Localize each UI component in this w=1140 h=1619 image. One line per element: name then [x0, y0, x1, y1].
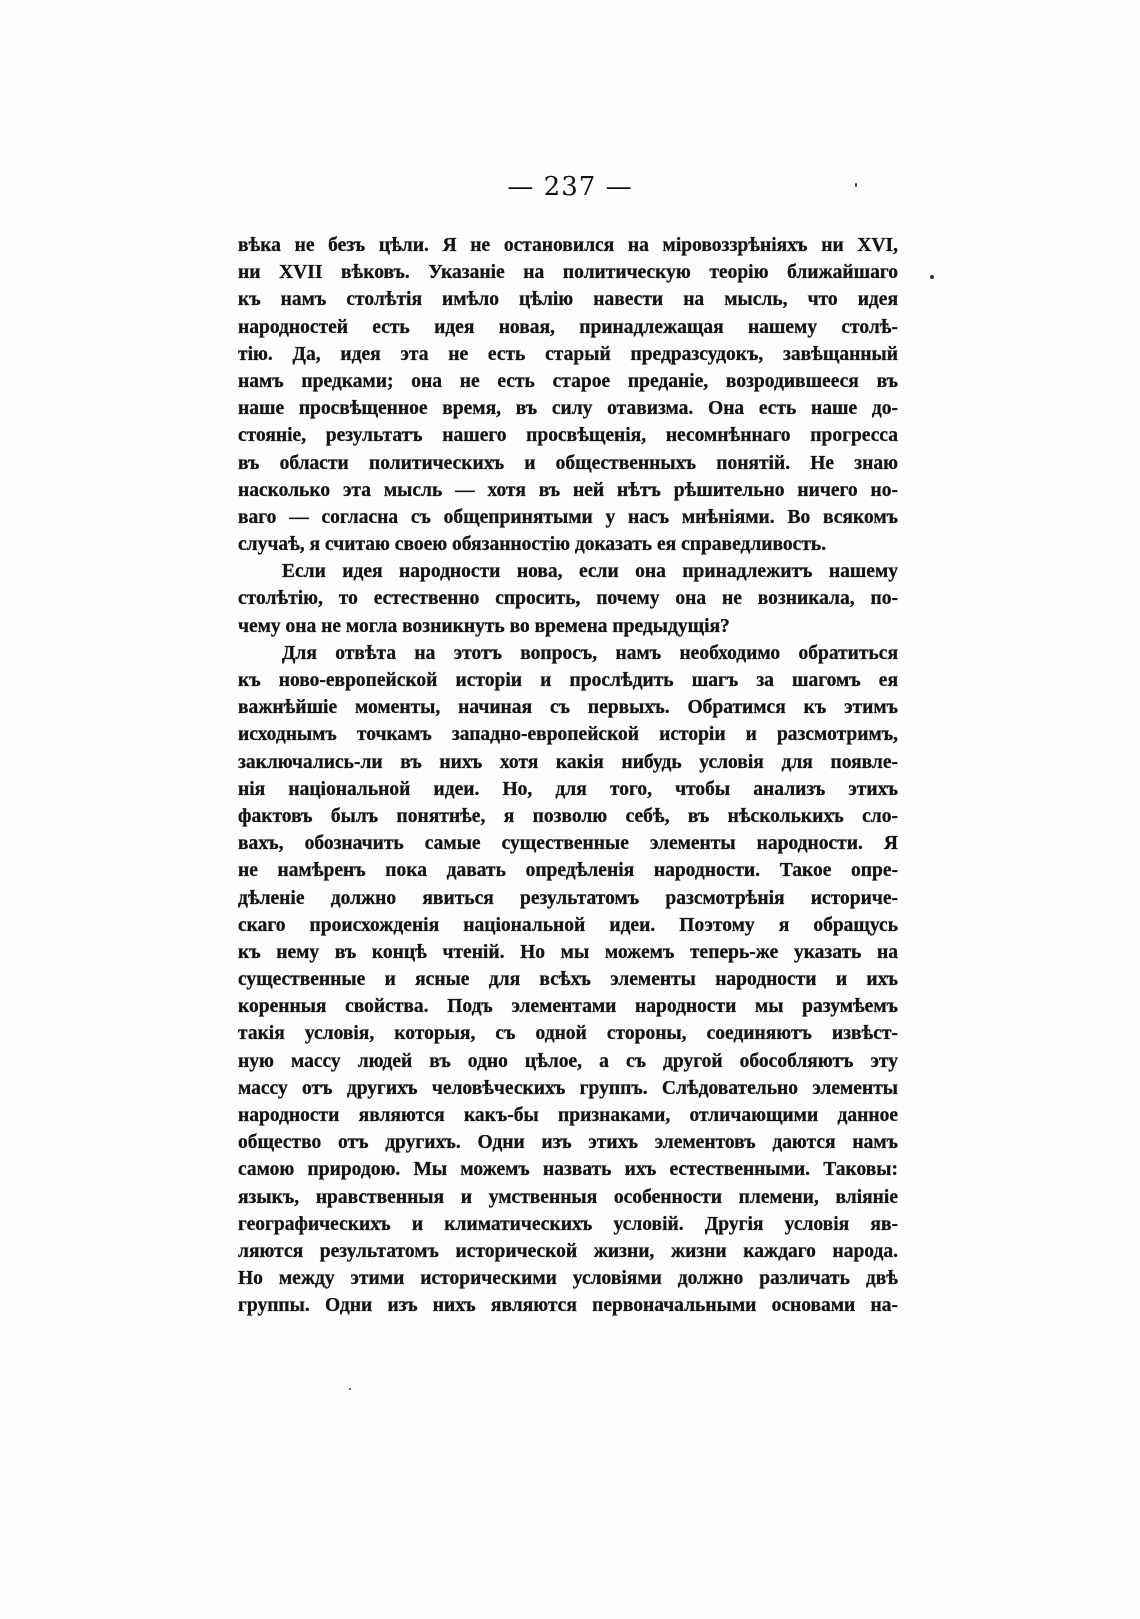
text-line-40: группы. Одни изъ нихъ являются первоначальными основами на- — [238, 1295, 898, 1317]
text-line-22: фактовъ былъ понятнѣе, я позволю себѣ, въ нѣсколькихъ сло- — [238, 805, 898, 827]
text-line-21: нія національной идеи. Но, для того, чтобы анализъ этихъ — [238, 778, 898, 800]
text-line-6: намъ предками; она не есть старое преданіе, возродившееся въ — [238, 370, 898, 392]
text-line-29: коренныя свойства. Подъ элементами народности мы разумѣемъ — [238, 996, 898, 1018]
body-text — [238, 232, 898, 1320]
text-line-26: скаго происхожденія національной идеи. Поэтому я обращусь — [238, 914, 898, 936]
text-line-23: вахъ, обозначить самые существенные элементы народности. Я — [238, 833, 898, 855]
print-speck — [930, 275, 934, 279]
text-line-28: существенные и ясные для всѣхъ элементы народности и ихъ — [238, 969, 898, 991]
text-line-24: не намѣренъ пока давать опредѣленія народности. Такое опре- — [238, 860, 898, 882]
text-line-7: наше просвѣщенное время, въ силу отавизма. Она есть наше до- — [238, 398, 898, 420]
text-line-4: народностей есть идея новая, принадлежащая нашему столѣ- — [238, 316, 898, 338]
text-line-10: насколько эта мысль — хотя въ ней нѣтъ рѣшительно ничего но- — [238, 479, 898, 501]
text-line-33: народности являются какъ-бы признаками, отличающими данное — [238, 1105, 898, 1126]
text-line-36: языкъ, нравственныя и умственныя особенности племени, вліяніе — [238, 1186, 898, 1208]
text-line-5: тію. Да, идея эта не есть старый предразсудокъ, завѣщанный — [238, 343, 898, 365]
text-line-8: стояніе, результатъ нашего просвѣщенія, несомнѣннаго прогресса — [238, 425, 898, 447]
text-line-39: Но между этими историческими условіями должно различать двѣ — [238, 1268, 898, 1290]
text-line-9: въ области политическихъ и общественныхъ понятій. Не знаю — [238, 452, 898, 474]
text-line-12: случаѣ, я считаю своею обязанностію доказать ея справедливость. — [238, 534, 827, 556]
print-speck — [349, 1388, 351, 1390]
text-line-37: географическихъ и климатическихъ условій. Другія условія яв- — [238, 1213, 898, 1235]
text-line-38: ляются результатомъ исторической жизни, жизни каждаго народа. — [238, 1240, 898, 1262]
text-line-3: къ намъ столѣтія имѣло цѣлію навести на мысль, что идея — [238, 289, 898, 311]
text-line-19: исходнымъ точкамъ западно-европейской исторіи и разсмотримъ, — [238, 724, 898, 746]
text-line-1: вѣка не безъ цѣли. Я не остановился на міровоззрѣніяхъ ни XVI, — [238, 235, 898, 256]
print-speck — [855, 183, 857, 187]
text-line-30: такія условія, которыя, съ одной стороны, соединяютъ извѣст- — [238, 1023, 898, 1045]
text-line-11: ваго — согласна съ общепринятыми у насъ мнѣніями. Во всякомъ — [238, 506, 898, 528]
text-line-14: столѣтію, то естественно спросить, почему она не возникала, по- — [238, 588, 898, 610]
text-line-18: важнѣйшіе моменты, начиная съ первыхъ. Обратимся къ этимъ — [238, 697, 898, 719]
text-line-15: чему она не могла возникнуть во времена предыдущія? — [238, 615, 730, 637]
text-line-35: самою природою. Мы можемъ назвать ихъ естественными. Таковы: — [238, 1159, 898, 1181]
text-line-2: ни XVII вѣковъ. Указаніе на политическую теорію ближайшаго — [238, 262, 898, 284]
page-number: — 237 — — [507, 172, 633, 202]
text-line-34: общество отъ другихъ. Одни изъ этихъ элементовъ даются намъ — [238, 1132, 898, 1154]
text-line-16: Для отвѣта на этотъ вопросъ, намъ необходимо обратиться — [282, 642, 898, 664]
text-line-20: заключались-ли въ нихъ хотя какія нибудь условія для появле- — [238, 751, 898, 773]
text-line-27: къ нему въ концѣ чтеній. Но мы можемъ теперь-же указать на — [238, 941, 898, 963]
text-line-25: дѣленіе должно явиться результатомъ разсмотрѣнія историче- — [238, 887, 898, 909]
text-line-31: ную массу людей въ одно цѣлое, а съ другой обособляютъ эту — [238, 1050, 898, 1072]
text-line-13: Если идея народности нова, если она принадлежитъ нашему — [282, 561, 898, 583]
text-line-17: къ ново-европейской исторіи и прослѣдить шагъ за шагомъ ея — [238, 670, 898, 691]
text-line-32: массу отъ другихъ человѣческихъ группъ. Слѣдовательно элементы — [238, 1077, 898, 1099]
